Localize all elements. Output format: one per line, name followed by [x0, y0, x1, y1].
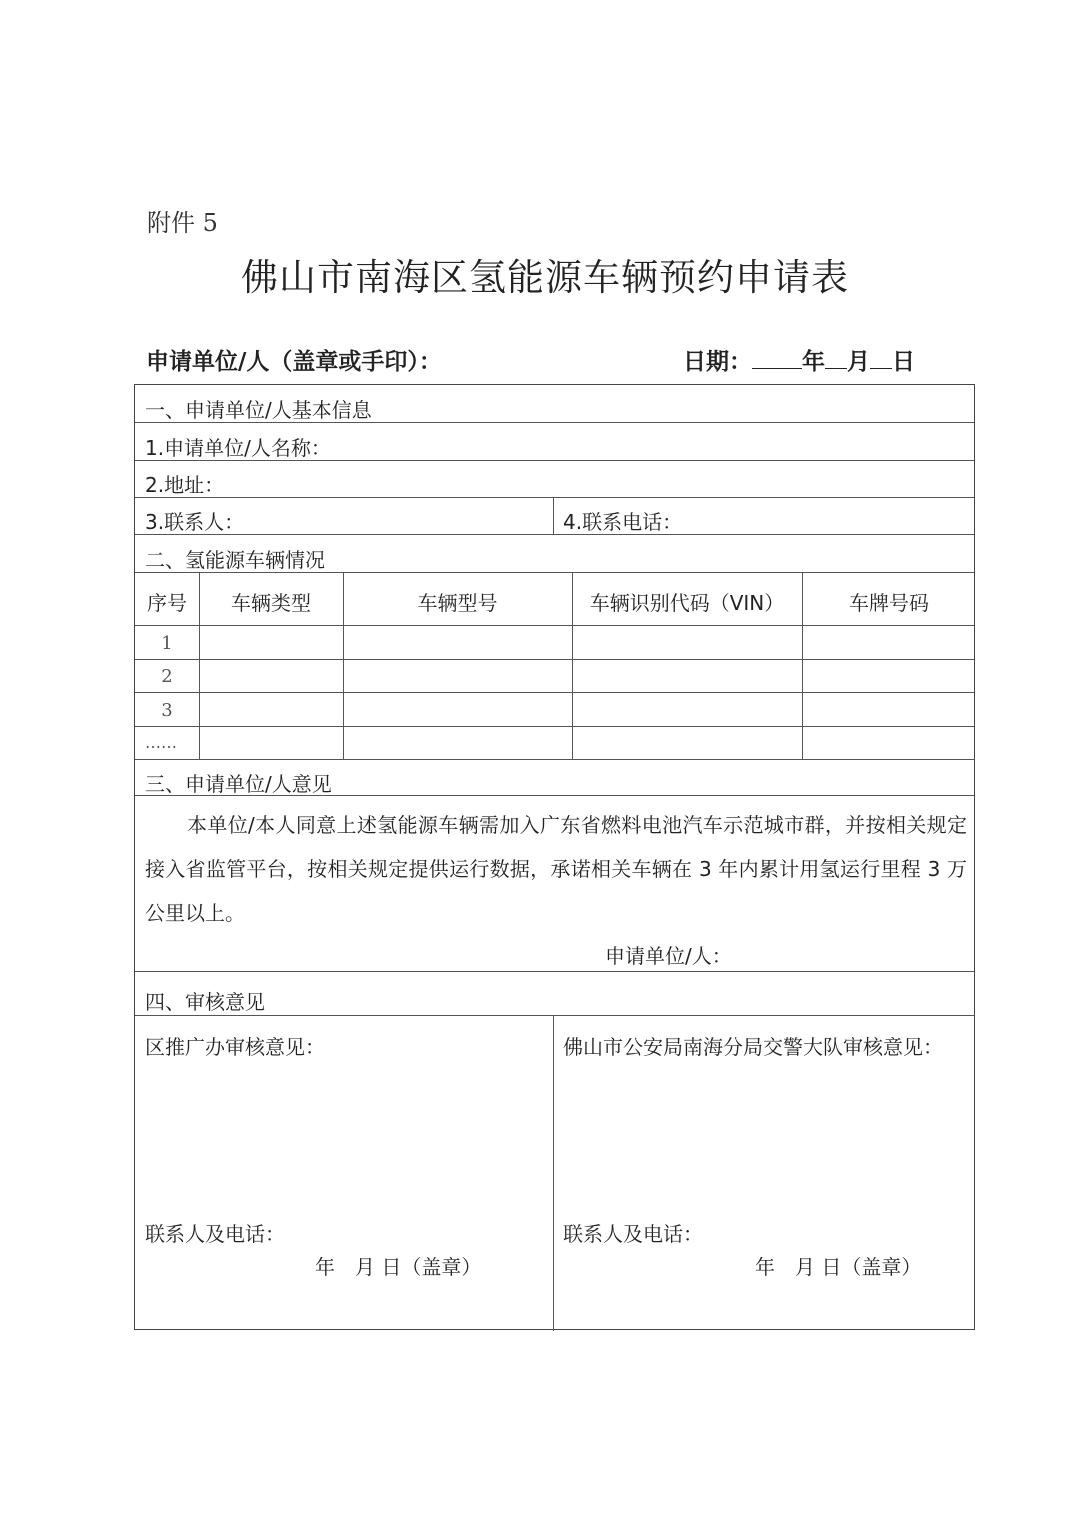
day-label: 日 [892, 349, 915, 375]
row-divider [135, 692, 974, 693]
col-divider [553, 497, 554, 534]
contact-phone-field[interactable]: 4.联系电话： [563, 510, 683, 534]
col-divider [553, 1015, 554, 1331]
column-header-vehicle-model: 车辆型号 [417, 591, 498, 615]
traffic-police-contact-field[interactable]: 联系人及电话： [563, 1222, 703, 1246]
contact-person-field[interactable]: 3.联系人： [145, 510, 245, 534]
section4-heading: 四、审核意见 [145, 990, 265, 1014]
month-label: 月 [847, 349, 870, 375]
table-row-index: …… [145, 733, 177, 752]
district-contact-field[interactable]: 联系人及电话： [145, 1222, 285, 1246]
section2-heading: 二、氢能源车辆情况 [145, 548, 325, 572]
attachment-label: 附件 5 [147, 209, 218, 237]
section3-heading: 三、申请单位/人意见 [145, 772, 332, 796]
traffic-police-review-label: 佛山市公安局南海分局交警大队审核意见： [563, 1035, 943, 1059]
date-label: 日期： [683, 349, 752, 375]
traffic-police-date-stamp: 年 月 日（盖章） [755, 1255, 922, 1279]
date-line [683, 343, 915, 376]
table-row-index: 3 [161, 700, 173, 721]
column-header-vin: 车辆识别代码（VIN） [589, 591, 785, 615]
table-row-index: 1 [161, 633, 173, 654]
year-blank [752, 348, 802, 369]
page-title: 佛山市南海区氢能源车辆预约申请表 [241, 256, 849, 299]
column-header-index: 序号 [147, 591, 187, 615]
address-field[interactable]: 2.地址： [145, 473, 225, 497]
year-label: 年 [802, 349, 825, 375]
district-review-label: 区推广办审核意见： [145, 1035, 325, 1059]
row-divider [135, 534, 974, 535]
table-row-index: 2 [161, 666, 173, 687]
section1-heading: 一、申请单位/人基本信息 [145, 398, 372, 422]
district-date-stamp: 年 月 日（盖章） [315, 1255, 482, 1279]
row-divider [135, 659, 974, 660]
row-divider [135, 971, 974, 972]
row-divider [135, 625, 974, 626]
row-divider [135, 759, 974, 760]
applicant-name-field[interactable]: 1.申请单位/人名称： [145, 436, 331, 460]
day-blank [870, 348, 892, 369]
applicant-signature-field[interactable]: 申请单位/人： [605, 944, 732, 968]
column-header-vehicle-type: 车辆类型 [231, 591, 311, 615]
row-divider [135, 726, 974, 727]
row-divider [135, 497, 974, 498]
applicant-header: 申请单位/人（盖章或手印）： [146, 349, 442, 375]
consent-statement: 本单位/本人同意上述氢能源车辆需加入广东省燃料电池汽车示范城市群，并按相关规定接入省监管平台，按相关规定提供运行数据，承诺相关车辆在 3 年内累计用氢运行里程 3 万公里以上。 [145, 813, 967, 925]
row-divider [135, 1015, 974, 1016]
application-form [134, 384, 975, 1330]
column-header-plate: 车牌号码 [849, 591, 929, 615]
month-blank [825, 348, 847, 369]
